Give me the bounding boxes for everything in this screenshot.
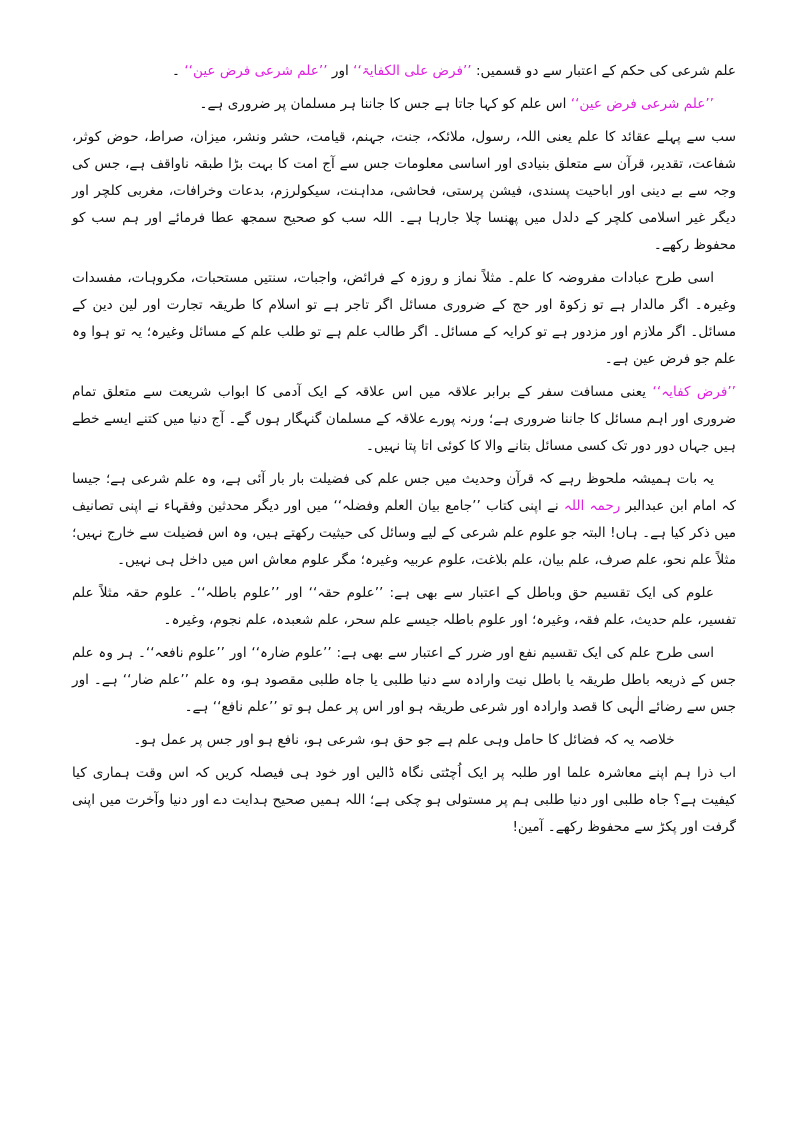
text-segment: اور: [327, 63, 354, 79]
text-segment: خلاصہ یہ کہ فضائل کا حامل وہی علم ہے جو حق ہو، شرعی ہو، نافع ہو اور جس پر عمل ہو۔: [133, 732, 675, 748]
text-segment: یعنی مسافت سفر کے برابر علاقہ میں اس علاقہ کے ایک آدمی کا ابواب شریعت سے متعلق تمام ضروری اور اہم مسائل کا جاننا ضروری ہے؛ ورنہ پورے علاقہ کے مسلمان گنہگار ہوں گے۔ آج دنیا میں کتنے ایسے خطے ہیں جہاں دور دور تک کسی مسائل بتانے والا کا کوئی اتا پتا نہیں۔: [72, 384, 736, 454]
text-segment: اسی طرح علم کی ایک تقسیم نفع اور ضرر کے اعتبار سے بھی ہے: ’’علوم ضارہ‘‘ اور ’’علوم نافعہ‘‘۔ ہر وہ علم جس کے ذریعہ باطل طریقہ یا باطل نیت وارادہ سے دنیا طلبی یا جاہ طلبی مقصود ہو، وہ علم ’’علم ضار‘‘ ہے۔ اور جس سے رضائے الٰہی کا قصد وارادہ اور شرعی طریقہ ہو اور اس پر عمل ہو تو ’’علم نافع‘‘ ہے۔: [72, 645, 736, 715]
accent-term: ’’علم شرعی فرض عین‘‘: [570, 96, 714, 112]
paragraph-9: [72, 727, 736, 754]
text-segment: اس علم کو کہا جاتا ہے جس کا جاننا ہر مسلمان پر ضروری ہے۔: [199, 96, 571, 112]
paragraph-3: [72, 124, 736, 259]
text-segment: علوم کی ایک تقسیم حق وباطل کے اعتبار سے بھی ہے: ’’علوم حقہ‘‘ اور ’’علوم باطلہ‘‘۔ علوم حقہ مثلاً علم تفسیر، علم حدیث، علم فقہ، وغیرہ؛ اور علوم باطلہ جیسے علم سحر، علم شعبدہ، علم نجوم، وغیرہ۔: [72, 585, 736, 628]
text-segment: سب سے پہلے عقائد کا علم یعنی اللہ، رسول، ملائکہ، جنت، جہنم، قیامت، حشر ونشر، میزان، صراط، حوض کوثر، شفاعت، تقدیر، قرآن سے متعلق بنیادی اور اساسی معلومات جس سے آج امت کا بہت بڑا طبقہ ناواقف ہے، جس کی وجہ سے بے دینی اور اباحیت پسندی، فیشن پرستی، فحاشی، مداہنت، سیکولرزم، بدعات وخرافات، مغربی کلچر اور دیگر غیر اسلامی کلچر کے دلدل میں پھنسا چلا جارہا ہے۔ اللہ سب کو صحیح سمجھ عطا فرمائے اور ہم سب کو محفوظ رکھے۔: [72, 129, 736, 253]
paragraph-10: [72, 760, 736, 841]
text-segment: علم شرعی کی حکم کے اعتبار سے دو قسمیں:: [471, 63, 736, 79]
paragraph-4: [72, 265, 736, 373]
accent-term: ’’فرض علی الکفایۃ‘‘: [353, 63, 472, 79]
accent-term: ’’علم شرعی فرض عین‘‘: [184, 63, 328, 79]
paragraph-8: [72, 640, 736, 721]
accent-term: ’’فرض کفایہ‘‘: [652, 384, 737, 400]
text-segment: یہ بات ہمیشہ ملحوظ رہے کہ قرآن وحدیث میں جس علم کی فضیلت بار بار آئی ہے، وہ علم شرعی ہے؛ جیسا کہ امام ابن عبدالبر: [72, 471, 736, 514]
text-segment: نے اپنی کتاب ’’جامع بیان العلم وفضلہ‘‘ میں اور دیگر محدثین وفقہاء نے اپنی تصانیف میں ذکر کیا ہے۔ ہاں! البتہ جو علوم علم شرعی کے لیے وسائل کی حیثیت رکھتے ہیں، وہ اس فضیلت سے خارج نہیں؛ مثلاً علم نحو، علم صرف، علم بیان، علم بلاغت، علوم عربیہ وغیرہ؛ مگر علوم معاش اس میں داخل ہی نہیں۔: [72, 498, 736, 568]
paragraph-2: [72, 91, 736, 118]
text-segment: اسی طرح عبادات مفروضہ کا علم۔ مثلاً نماز و روزہ کے فرائض، واجبات، سنتیں مستحبات، مکروہات، مفسدات وغیرہ۔ اگر مالدار ہے تو زکوۃ اور حج کے ضروری مسائل اگر تاجر ہے تو اسلام کا طریقہ تجارت اور لین دین کے مسائل۔ اگر ملازم اور مزدور ہے تو کرایہ کے مسائل۔ اگر طالب علم ہے تو طلب علم کے مسائل وغیرہ؛ یہ تو ہوا وہ علم جو فرض عین ہے۔: [72, 270, 736, 367]
paragraph-6: [72, 466, 736, 574]
text-segment: اب ذرا ہم اپنے معاشرہ علما اور طلبہ پر ایک اُچٹتی نگاہ ڈالیں اور خود ہی فیصلہ کریں کہ اس وقت ہماری کیا کیفیت ہے؟ جاہ طلبی اور دنیا طلبی ہم پر مستولی ہو چکی ہے؛ اللہ ہمیں صحیح ہدایت دے اور دنیا وآخرت میں اپنی گرفت اور پکڑ سے محفوظ رکھے۔ آمین!: [72, 765, 736, 835]
paragraph-1: [72, 58, 736, 85]
paragraph-5: [72, 379, 736, 460]
paragraph-7: [72, 580, 736, 634]
document-page: [72, 58, 736, 1078]
accent-term: رحمہ اللہ: [563, 498, 621, 514]
text-segment: ۔: [172, 63, 185, 79]
